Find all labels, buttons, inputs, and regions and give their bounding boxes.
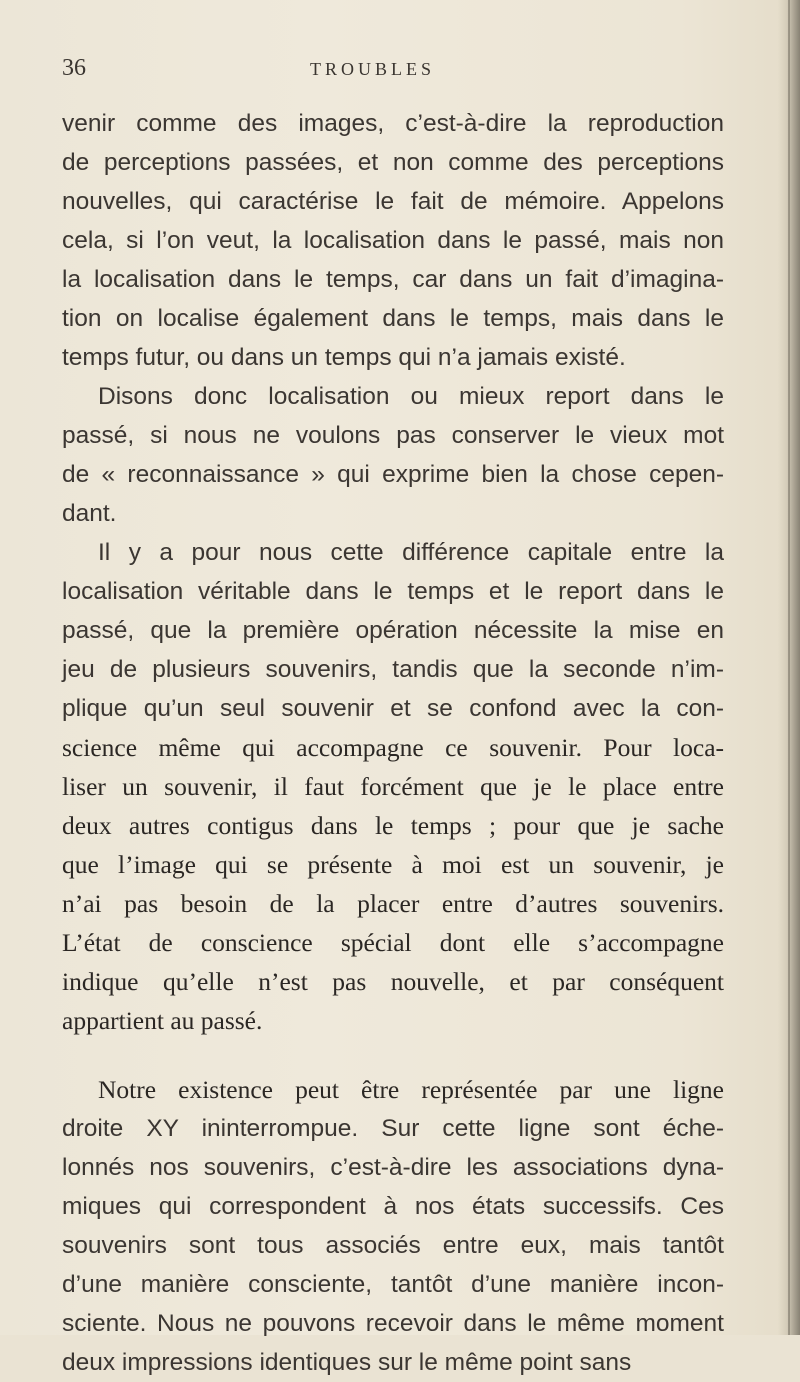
text-line: venir comme des images, c’est-à-dire la reproduction	[62, 110, 724, 137]
text-line: appartient au passé.	[62, 1006, 263, 1035]
text-line: que l’image qui se présente à moi est un souvenir, je	[62, 850, 724, 879]
text-line: cela, si l’on veut, la localisation dans le passé, mais non	[62, 227, 724, 254]
text-line: localisation véritable dans le temps et le report dans le	[62, 578, 724, 605]
text-line: la localisation dans le temps, car dans un fait d’imagina-	[62, 266, 724, 293]
text-line: passé, si nous ne voulons pas conserver le vieux mot	[62, 422, 724, 449]
page-edge-line	[788, 0, 790, 1335]
page-number: 36	[62, 55, 86, 81]
text-line: deux impressions identiques sur le même point sans	[62, 1349, 632, 1376]
text-line: jeu de plusieurs souvenirs, tandis que la seconde n’im-	[62, 656, 724, 683]
body-text	[62, 104, 724, 1382]
text-line: deux autres contigus dans le temps ; pour que je sache	[62, 811, 724, 840]
running-title: TROUBLES	[310, 59, 436, 79]
text-line: de « reconnaissance » qui exprime bien la chose cepen-	[62, 461, 724, 488]
text-line: d’une manière consciente, tantôt d’une manière incon-	[62, 1271, 724, 1298]
text-line: nouvelles, qui caractérise le fait de mémoire. Appelons	[62, 188, 724, 215]
text-line: n’ai pas besoin de la placer entre d’autres souvenirs.	[62, 889, 724, 918]
text-line: plique qu’un seul souvenir et se confond avec la con-	[62, 695, 724, 722]
text-line: indique qu’elle n’est pas nouvelle, et par conséquent	[62, 967, 724, 996]
text-line: tion on localise également dans le temps, mais dans le	[62, 305, 724, 332]
text-line: Notre existence peut être représentée par une ligne	[98, 1075, 724, 1104]
text-line: L’état de conscience spécial dont elle s’accompagne	[62, 928, 724, 957]
paragraph-gap	[62, 1040, 724, 1070]
text-line: Disons donc localisation ou mieux report dans le	[98, 383, 724, 410]
text-line: sciente. Nous ne pouvons recevoir dans le même moment	[62, 1310, 724, 1337]
text-line: dant.	[62, 500, 117, 527]
text-line: de perceptions passées, et non comme des perceptions	[62, 149, 724, 176]
text-line: droite XY ininterrompue. Sur cette ligne sont éche-	[62, 1115, 724, 1142]
text-line: temps futur, ou dans un temps qui n’a jamais existé.	[62, 344, 626, 371]
text-line: lonnés nos souvenirs, c’est-à-dire les associations dyna-	[62, 1154, 724, 1181]
text-line: Il y a pour nous cette différence capitale entre la	[98, 539, 724, 566]
text-line: miques qui correspondent à nos états successifs. Ces	[62, 1193, 724, 1220]
text-line: passé, que la première opération nécessite la mise en	[62, 617, 724, 644]
page-header	[62, 55, 662, 85]
text-line: liser un souvenir, il faut forcément que je le place entre	[62, 772, 724, 801]
text-line: souvenirs sont tous associés entre eux, mais tantôt	[62, 1232, 724, 1259]
text-line: science même qui accompagne ce souvenir. Pour loca-	[62, 733, 724, 762]
